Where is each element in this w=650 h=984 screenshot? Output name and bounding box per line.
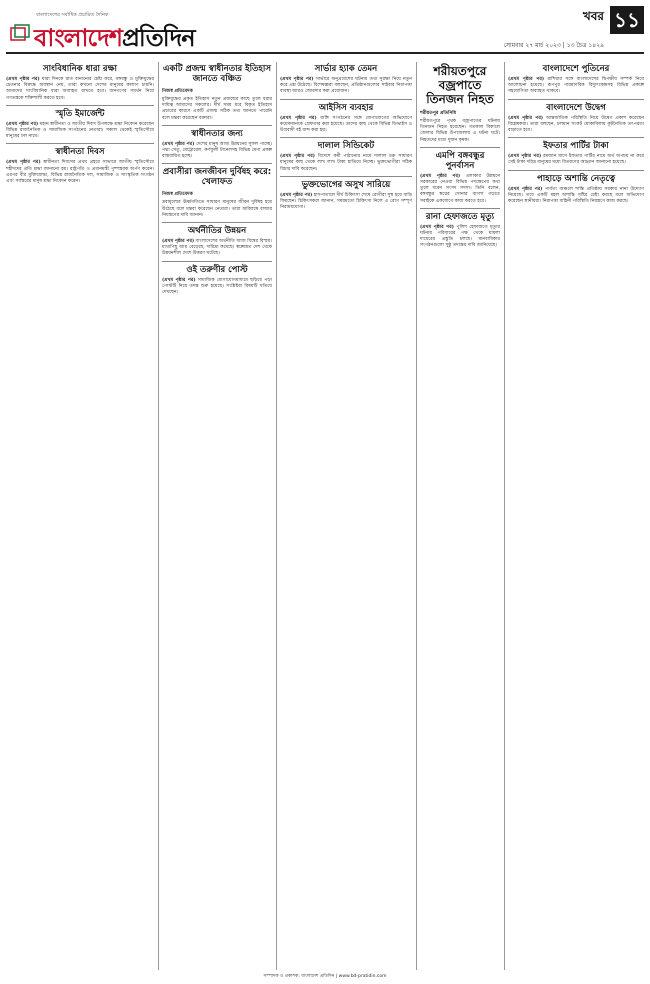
divider xyxy=(162,261,272,262)
divider xyxy=(280,176,412,177)
divider xyxy=(508,170,644,171)
headline-a15: রানা হেফাজতে মৃত্যু xyxy=(425,211,495,222)
masthead-rule xyxy=(6,52,644,54)
article-body: (প্রথম পৃষ্ঠার পর) জঙ্গি সংগঠনের সঙ্গে যোগাযোগের অভিযোগে কয়েকজনকে গ্রেফতার করা হয়েছে। তাদের কাছ থেকে বিভিন্ন ডিভাইস ও উগ্রবাদী বই জব্দ করা হয়। xyxy=(280,115,412,134)
column-1 xyxy=(6,62,154,962)
headline-a10: আইসিস ব্যবহার xyxy=(318,102,374,113)
column-divider xyxy=(416,62,417,970)
headline-a5: স্বাধীনতার জন্য xyxy=(191,128,243,139)
column-2 xyxy=(162,62,272,962)
column-4 xyxy=(420,62,500,962)
page-footer: সম্পাদক ও প্রকাশক: বাংলাদেশ প্রতিদিন | www.bd-pratidin.com xyxy=(263,974,387,979)
article-body: (প্রথম পৃষ্ঠার পর) এলাকার উন্নয়নে সরকারের নেওয়া বিভিন্ন পদক্ষেপের কথা তুলে ধরেন সংসদ সদস্য। তিনি বলেন, বঙ্গবন্ধুর স্বপ্নের সোনার বাংলা গড়তে সবাইকে একযোগে কাজ করতে হবে। xyxy=(420,173,500,204)
article-body: (প্রথম পৃষ্ঠার পর) মহান স্বাধীনতা ও জাতীয় দিবস উপলক্ষে শ্রদ্ধা নিবেদন করেছেন বিভিন্ন রাজনৈতিক ও সামাজিক সংগঠনের নেতারা। সকাল থেকেই স্মৃতিসৌধে মানুষের ঢল নামে। xyxy=(6,121,154,140)
article-body: মুক্তিযুদ্ধের প্রকৃত ইতিহাস নতুন প্রজন্মের কাছে তুলে ধরার দায়িত্ব আমাদের সকলের। দীর্ঘ সময় ধরে বিকৃত ইতিহাস প্রচারের কারণে একটি প্রজন্ম সঠিক তথ্য জানতে পারেনি বলে মন্তব্য করেছেন বক্তারা। xyxy=(162,97,272,121)
divider xyxy=(6,143,154,144)
headline-a4: একটি প্রজন্ম স্বাধীনতার ইতিহাস জানতে বঞ্চিত xyxy=(163,64,271,84)
headline-a19: পাহাড়ে অশান্তি নেতৃত্বে xyxy=(536,173,616,184)
headline-a18: ইফতার পার্টির টাকা xyxy=(543,141,609,152)
dateline: সোমবার ২৭ মার্চ ২০২৩ | ১৩ চৈত্র ১৪২৯ xyxy=(503,42,604,49)
article-body: (প্রথম পৃষ্ঠার পর) রমজান মাসে ইফতার পার্টির নামে অর্থ অপচয় না করে সেই টাকা দরিদ্র মানুষের মধ্যে বিতরণের আহ্বান জানানো হয়েছে। xyxy=(508,154,644,166)
column-divider xyxy=(504,62,505,970)
divider xyxy=(508,99,644,100)
article-body: (প্রথম পৃষ্ঠার পর) দেশের মানুষ আজ উন্নয়নের সুফল পাচ্ছে। পদ্মা সেতু, মেট্রোরেল, কর্ণফুলী টানেলসহ বিভিন্ন মেগা প্রকল্প বাস্তবায়িত হচ্ছে। xyxy=(162,141,272,160)
article-body: (প্রথম পৃষ্ঠার পর) রাশিয়ার সঙ্গে বাংলাদেশের দ্বিপক্ষীয় সম্পর্ক নিয়ে আলোচনা হয়েছে। রূপপুর পারমাণবিক বিদ্যুৎকেন্দ্রসহ বিভিন্ন প্রকল্পে সহযোগিতা অব্যাহত থাকবে। xyxy=(508,77,644,95)
column-divider xyxy=(158,62,159,970)
column-3 xyxy=(280,62,412,962)
column-5 xyxy=(508,62,644,962)
headline-a11: দালাল সিন্ডিকেট xyxy=(317,141,375,152)
headline-a17: বাংলাদেশে উদ্বেগ xyxy=(546,102,606,113)
divider xyxy=(280,137,412,138)
logo-brand: বাংলাদেশপ্রতিদিন xyxy=(34,24,195,52)
page-number-badge: ১১ xyxy=(610,6,644,34)
divider xyxy=(162,222,272,223)
divider xyxy=(420,147,500,148)
headline-a8: ওই তরুণীর পোস্ট xyxy=(186,264,248,275)
divider xyxy=(280,99,412,100)
article-body: (প্রথম পৃষ্ঠার পর) স্বাধীনতা দিবসের প্রথম প্রহরে সাভারে জাতীয় স্মৃতিসৌধে শহীদদের প্রতি শ্রদ্ধা জানানো হয়। রাষ্ট্রপতি ও প্রধানমন্ত্রী পুষ্পস্তবক অর্পণ করেন। এরপর বীর মুক্তিযোদ্ধা, বিভিন্ন রাজনৈতিক দল, সামাজিক ও সাংস্কৃতিক সংগঠন এবং সর্বস্তরের মানুষ শ্রদ্ধা নিবেদন করেন। xyxy=(6,160,154,185)
divider xyxy=(508,137,644,138)
article-body: (প্রথম পৃষ্ঠার পর) আন্তর্জাতিক পরিস্থিতি নিয়ে উদ্বেগ প্রকাশ করেছেন বিশ্লেষকরা। তারা বলছেন, চলমান সংকট মোকাবিলায় কূটনৈতিক তৎপরতা বাড়াতে হবে। xyxy=(508,115,644,134)
headline-a13: শরীয়তপুরে বজ্রপাতে তিনজন নিহত xyxy=(426,64,494,106)
article-body: (প্রথম পৃষ্ঠার পর) বাংলাদেশের অর্থনীতি আজ বিশ্বের বিস্ময়। মাথাপিছু আয় বেড়েছে, দারিদ্র্য কমেছে। স্বল্পোন্নত দেশ থেকে উন্নয়নশীল দেশে উত্তরণ ঘটেছে। xyxy=(162,239,272,257)
headline-a14: এমপি বঙ্গবন্ধুর পুনর্বাসন xyxy=(435,150,485,171)
headline-a7: অর্থনীতির উন্নয়ন xyxy=(187,226,247,237)
article-body: (প্রথম পৃষ্ঠার পর) যারা দিনকে রাত বানানোর চেষ্টা করে, বঙ্গবন্ধু ও মুক্তিযুদ্ধের চেতনার বিরুদ্ধে অবস্থান নেয়, তারা কখনো দেশের মানুষের কল্যাণ চায়নি। আমাদের সাংবিধানিক ধারা অব্যাহত রাখতে হবে। জনগণের সমর্থন নিয়ে গণতন্ত্রকে শক্তিশালী করতে হবে। xyxy=(6,77,154,101)
newspaper-logo xyxy=(6,12,195,54)
byline: নিজস্ব প্রতিবেদক xyxy=(162,192,193,198)
logo-tagline: বাংলাদেশের সর্বাধিক প্রচারিত দৈনিক xyxy=(36,12,109,18)
masthead xyxy=(0,0,650,62)
divider xyxy=(162,163,272,164)
article-body: (প্রথম পৃষ্ঠার পর) হাসপাতালে দীর্ঘ চিকিৎসা শেষে রোগীরা সুস্থ হয়ে বাড়ি ফিরছেন। চিকিৎসকরা জানান, সময়মতো চিকিৎসা নিলে এ রোগ সম্পূর্ণ নিরাময়যোগ্য। xyxy=(280,192,412,211)
article-body: (প্রথম পৃষ্ঠার পর) সামাজিক যোগাযোগমাধ্যমে ছড়িয়ে পড়া পোস্টটি নিয়ে তদন্ত শুরু হয়েছে। সংশ্লিষ্টরা বিষয়টি খতিয়ে দেখছেন। xyxy=(162,277,272,296)
article-body: (প্রথম পৃষ্ঠার পর) সার্ভারে অনুপ্রবেশের ঘটনায় তথ্য সুরক্ষা নিয়ে নতুন করে প্রশ্ন উঠেছে। বিশেষজ্ঞরা বলছেন, প্রতিষ্ঠানগুলোর সাইবার নিরাপত্তা ব্যবস্থা আরও জোরদার করা প্রয়োজন। xyxy=(280,77,412,95)
logo-mark-icon xyxy=(10,24,30,44)
column-divider xyxy=(276,62,277,970)
headline-a12: ভুক্তভোগের অসুখ সারিয়ে xyxy=(301,179,391,190)
article-body: (প্রথম পৃষ্ঠার পর) পুলিশ হেফাজতে মৃত্যুর ঘটনায় পরিবারের পক্ষ থেকে মামলা দায়েরের প্রস্তুতি চলছে। মানবাধিকার সংগঠনগুলো সুষ্ঠু তদন্তের দাবি জানিয়েছে। xyxy=(420,224,500,249)
byline: নিজস্ব প্রতিবেদক xyxy=(162,89,193,94)
divider xyxy=(6,105,154,106)
article-body: শরীয়তপুরে পৃথক বজ্রপাতের ঘটনায় তিনজন নিহত হয়েছেন। গতকাল বিকালে জেলার বিভিন্ন উপজেলায় এ ঘটনা ঘটে। নিহতদের মধ্যে দুজন কৃষক। xyxy=(420,119,500,143)
article-body: দ্রব্যমূল্যের ঊর্ধ্বগতিতে সাধারণ মানুষের জীবন দুর্বিষহ হয়ে উঠেছে বলে মন্তব্য করেছেন নেতারা। তারা অবিলম্বে বাজার নিয়ন্ত্রণের দাবি জানান। xyxy=(162,200,272,218)
article-body: (প্রথম পৃষ্ঠার পর) বিদেশে কর্মী পাঠানোর নামে দালাল চক্র সাধারণ মানুষের কাছ থেকে লাখ লাখ টাকা হাতিয়ে নিচ্ছে। ভুক্তভোগীরা সঠিক বিচার দাবি করেছেন। xyxy=(280,154,412,172)
headline-a9: সার্ভার হ্যাক তেমন xyxy=(314,64,378,74)
headline-a2: স্মৃতি ইমার্জেন্ট xyxy=(55,108,105,119)
headline-a3: স্বাধীনতা দিবস xyxy=(55,147,105,158)
headline-a1: সাংবিধানিক ধারা রক্ষা xyxy=(43,64,117,74)
article-body: (প্রথম পৃষ্ঠার পর) পার্বত্য অঞ্চলে শান্তি প্রতিষ্ঠায় সরকার নানা উদ্যোগ নিয়েছে। তবে একটি মহল অশান্তি সৃষ্টির চেষ্টা করছে বলে অভিযোগ করেছেন স্থানীয়রা। নিরাপত্তা বাহিনী পরিস্থিতি নিয়ন্ত্রণে কাজ করছে। xyxy=(508,186,644,205)
divider xyxy=(420,208,500,209)
divider xyxy=(162,125,272,126)
section-name: খবর xyxy=(582,9,604,23)
headline-a16: বাংলাদেশে পুতিনের xyxy=(542,64,610,74)
headline-a6: প্রবাসীরা জনজীবন দুর্বিষহ করে: খেলাফত xyxy=(162,167,272,188)
byline: শরীয়তপুর প্রতিনিধি xyxy=(420,111,457,116)
